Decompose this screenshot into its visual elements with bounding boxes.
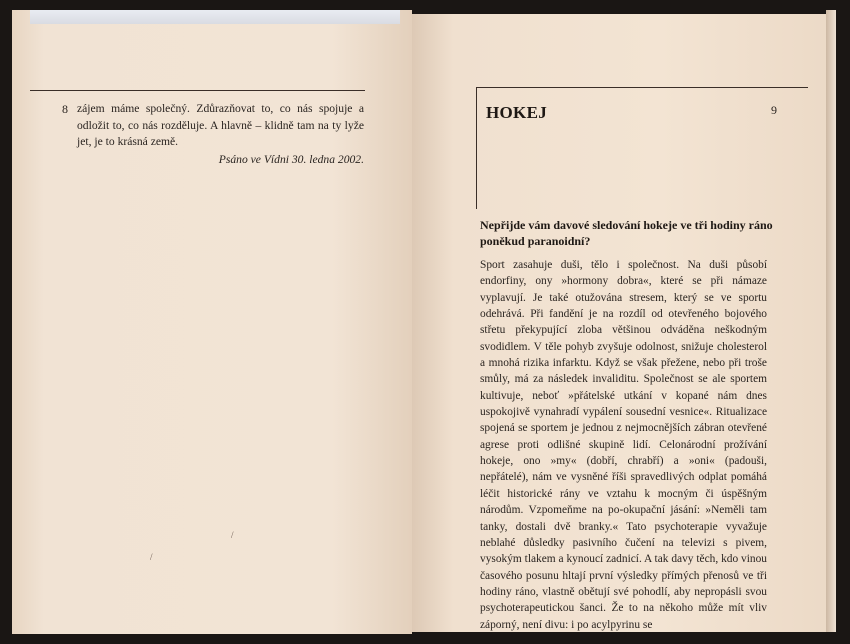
page-edge	[30, 10, 400, 24]
chapter-title: HOKEJ	[486, 103, 548, 122]
pencil-mark: /	[150, 552, 153, 562]
chapter-question: Nepřijde vám davové sledování hokeje ve tři hodiny ráno poněkud paranoidní?	[480, 218, 773, 248]
chapter-body-text: Sport zasahuje duši, tělo i společnost. Na duši působí endorfiny, ony »hormony dobra«, které se při námaze vyplavují. Je také otužována stresem, který se ve sportu odehrává. Při fandění je na rozdíl od otevřeného bojového střetu překypující zloba většinou odváděna neškodným svodidlem. V těle pohyb zvyšuje odolnost, snižuje cholesterol a mnohá rizika infarktu. Když se však přežene, nebo při troše smůly, má za následek invaliditu. Společnost se ale sportem kultivuje, neboť »přátelské utkání v kopané nám dnes uspokojivě vynahradí vypálení sousední vesnice«. Ritualizace spojená se sportem je jednou z nejmocnějších zábran otevřené agrese proti odlišné skupině lidí. Celonárodní prožívání hokeje, ono »my« (dobří, chrabří) a »oni« (padouši, nepřátelé), nám ve vysněné říši spravedlivých odplat pomáhá léčit historické rány ve vztahu k mocným či úspěšným národům. Vzpomeňme na po-okupační jásání: »Neměli tam tanky, dostali dvě branky.« Tato psychoterapie vyvažuje neblahé důsledky pasivního čučení na televizi s pivem, vysokým tlakem a kynoucí zadnicí. A tak davy těch, kdo vinou časového posunu hltají první výsledky přímých přenosů ve tři hodiny ráno, vlastně obětují své pohodlí, aby nepropásli svou psychoterapeutickou šanci. Že to na někoho může mít vliv záporný, není divu: i po acylpyrinu se	[480, 259, 767, 631]
pencil-mark: /	[231, 530, 234, 540]
header-rule-right	[476, 87, 808, 88]
signature-line: Psáno ve Vídni 30. ledna 2002.	[218, 153, 364, 166]
left-page-text: zájem máme společný. Zdůrazňovat to, co nás spojuje a odložit to, co nás rozděluje. A hlavně – klidně tam na ty lyže jet, je to krásná země.	[77, 102, 364, 148]
page-stack-edge	[826, 10, 836, 632]
header-rule-left	[30, 90, 365, 91]
page-number-left: 8	[62, 102, 68, 116]
chapter-frame-line	[476, 87, 477, 209]
page-number-right: 9	[771, 103, 777, 117]
